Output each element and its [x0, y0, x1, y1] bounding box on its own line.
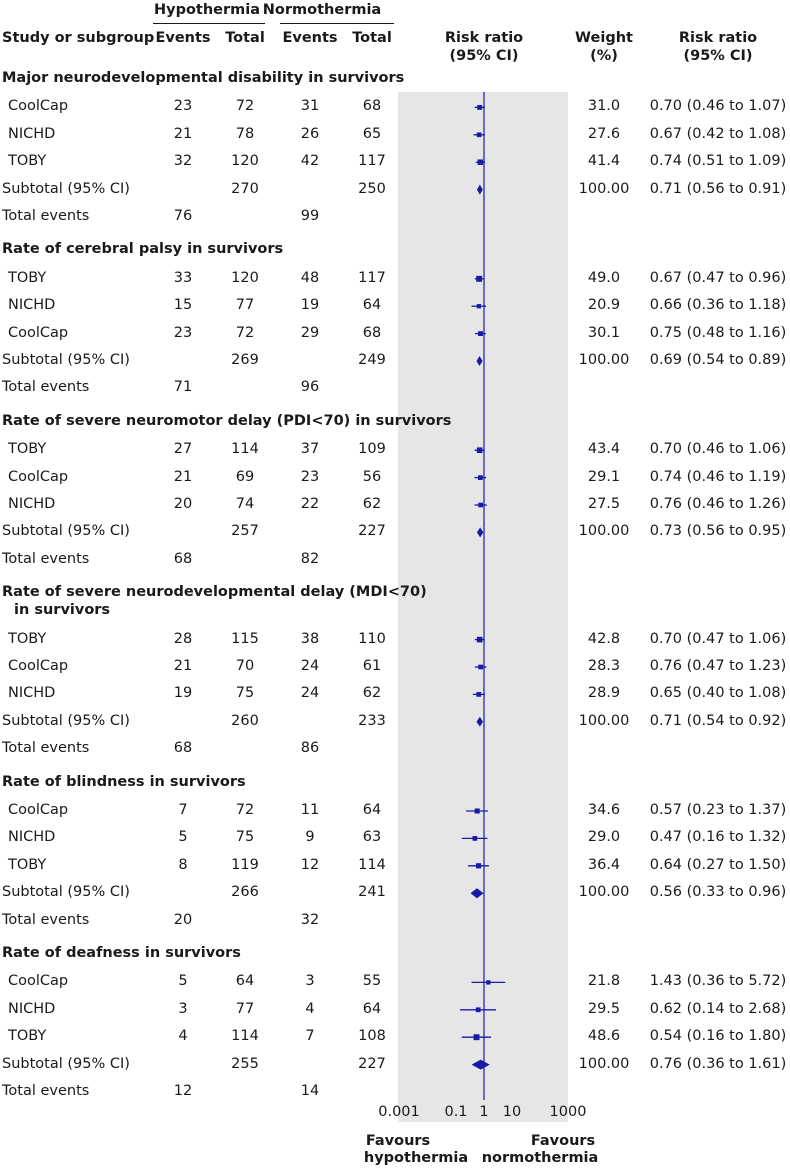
total-normothermia: 117: [358, 269, 386, 286]
total-hypothermia: 74: [235, 496, 255, 512]
subtotal-risk-ratio: 0.71 (0.54 to 0.92): [649, 712, 787, 729]
total-hypothermia: 64: [235, 973, 255, 990]
subtotal-diamond: [472, 1060, 490, 1070]
subtotal-diamond: [477, 527, 483, 537]
study-name: TOBY: [8, 630, 47, 647]
subtotal-total-hypothermia: 266: [231, 884, 259, 901]
total-events-label: Total events: [2, 1083, 90, 1099]
events-hypothermia: 4: [178, 1028, 188, 1045]
point-estimate-square: [486, 980, 490, 984]
subtotal-total-normothermia: 233: [358, 712, 386, 729]
subtotal-total-normothermia: 249: [358, 352, 386, 368]
events-normothermia: 9: [305, 829, 315, 846]
study-name: NICHD: [8, 297, 56, 314]
total-normothermia: 62: [362, 496, 382, 512]
total-normothermia: 63: [362, 829, 382, 846]
section-title: Rate of blindness in survivors: [2, 773, 246, 790]
study-risk-ratio: 0.57 (0.23 to 1.37): [649, 802, 787, 818]
events-hypothermia: 19: [173, 685, 193, 702]
events-normothermia: 42: [300, 153, 320, 170]
rr-plot-header-line1: Risk ratio: [444, 30, 524, 46]
rr-text-header-line2: (95% CI): [683, 48, 753, 64]
total-hypothermia: 69: [235, 468, 255, 485]
total-normothermia: 108: [358, 1028, 386, 1045]
events-hypothermia: 21: [173, 468, 193, 485]
study-name: CoolCap: [8, 802, 69, 818]
subtotal-total-normothermia: 250: [358, 180, 386, 197]
study-weight: 41.4: [587, 153, 621, 170]
subtotal-total-normothermia: 241: [358, 884, 386, 901]
section-title: Rate of severe neuromotor delay (PDI<70) in survivors: [2, 412, 452, 429]
point-estimate-square: [478, 475, 483, 480]
study-name: TOBY: [8, 153, 47, 170]
total1-column-header: Total: [225, 30, 265, 46]
events-hypothermia: 3: [178, 1000, 188, 1017]
study-name: CoolCap: [8, 658, 69, 674]
study-risk-ratio: 0.67 (0.42 to 1.08): [649, 125, 787, 142]
subtotal-label: Subtotal (95% CI): [2, 712, 130, 729]
subtotal-total-normothermia: 227: [358, 523, 386, 540]
events-hypothermia: 23: [173, 98, 193, 115]
rr-plot-header-line2: (95% CI): [449, 48, 519, 64]
total-events-normothermia: 82: [300, 550, 320, 567]
total-normothermia: 117: [358, 153, 386, 170]
total-events-label: Total events: [2, 379, 90, 396]
total-events-hypothermia: 12: [173, 1083, 193, 1099]
total-hypothermia: 120: [231, 269, 259, 286]
x-tick-label: 1000: [549, 1104, 587, 1120]
total-events-hypothermia: 68: [173, 550, 193, 567]
point-estimate-square: [478, 331, 483, 336]
weight-header-line1: Weight: [575, 30, 633, 46]
total-normothermia: 56: [362, 468, 382, 485]
total-events-hypothermia: 20: [173, 911, 193, 928]
subtotal-total-hypothermia: 260: [231, 712, 259, 729]
study-weight: 29.5: [587, 1000, 621, 1017]
study-weight: 20.9: [587, 297, 621, 314]
events-hypothermia: 32: [173, 153, 193, 170]
study-weight: 36.4: [587, 856, 621, 873]
events-normothermia: 37: [300, 441, 320, 458]
study-name: TOBY: [8, 1028, 47, 1045]
point-estimate-square: [477, 304, 481, 308]
point-estimate-square: [478, 503, 483, 508]
events-hypothermia: 8: [178, 856, 188, 873]
total-hypothermia: 75: [235, 829, 255, 846]
events-normothermia: 48: [300, 269, 320, 286]
subtotal-total-hypothermia: 257: [231, 523, 259, 540]
study-name: CoolCap: [8, 973, 69, 990]
events-hypothermia: 21: [173, 125, 193, 142]
total-hypothermia: 77: [235, 1000, 255, 1017]
study-weight: 21.8: [587, 973, 621, 990]
total-events-label: Total events: [2, 740, 90, 757]
study-weight: 28.9: [587, 685, 621, 702]
study-name: NICHD: [8, 685, 56, 702]
study-name: TOBY: [8, 856, 47, 873]
study-name: CoolCap: [8, 468, 69, 485]
study-weight: 31.0: [587, 98, 621, 115]
events-normothermia: 4: [305, 1000, 315, 1017]
study-risk-ratio: 0.70 (0.46 to 1.07): [649, 98, 787, 115]
section-title: Rate of deafness in survivors: [2, 945, 241, 961]
subtotal-diamond: [477, 717, 483, 727]
rr-text-header-line1: Risk ratio: [678, 30, 758, 46]
total-normothermia: 110: [358, 630, 386, 647]
events-normothermia: 31: [300, 98, 320, 115]
point-estimate-square: [477, 447, 483, 453]
study-risk-ratio: 1.43 (0.36 to 5.72): [649, 973, 787, 990]
study-risk-ratio: 0.74 (0.46 to 1.19): [649, 468, 787, 485]
study-risk-ratio: 0.54 (0.16 to 1.80): [649, 1028, 787, 1045]
study-name: NICHD: [8, 496, 56, 512]
study-weight: 29.0: [587, 829, 621, 846]
events-normothermia: 26: [300, 125, 320, 142]
x-tick-label: 1: [479, 1104, 489, 1120]
study-weight: 27.6: [587, 125, 621, 142]
study-risk-ratio: 0.70 (0.46 to 1.06): [649, 441, 787, 458]
study-name: TOBY: [8, 441, 47, 458]
events-hypothermia: 27: [173, 441, 193, 458]
point-estimate-square: [475, 808, 480, 813]
subtotal-total-hypothermia: 270: [231, 180, 259, 197]
total-hypothermia: 120: [231, 153, 259, 170]
point-estimate-square: [476, 863, 481, 868]
subtotal-risk-ratio: 0.69 (0.54 to 0.89): [649, 352, 787, 368]
subtotal-risk-ratio: 0.73 (0.56 to 0.95): [649, 523, 787, 540]
study-name: NICHD: [8, 829, 56, 846]
subtotal-weight: 100.00: [578, 352, 630, 368]
events-hypothermia: 15: [173, 297, 193, 314]
study-name: NICHD: [8, 125, 56, 142]
subtotal-risk-ratio: 0.56 (0.33 to 0.96): [649, 884, 787, 901]
favours-hypothermia-line2: hypothermia: [363, 1150, 469, 1166]
events-hypothermia: 7: [178, 802, 188, 818]
section-title: Rate of cerebral palsy in survivors: [2, 241, 284, 258]
total-normothermia: 55: [362, 973, 382, 990]
favours-normothermia-line1: Favours: [530, 1133, 596, 1149]
subtotal-diamond: [477, 356, 483, 366]
total-hypothermia: 78: [235, 125, 255, 142]
events-normothermia: 23: [300, 468, 320, 485]
total-hypothermia: 72: [235, 98, 255, 115]
study-name: TOBY: [8, 269, 47, 286]
study-name: NICHD: [8, 1000, 56, 1017]
total2-column-header: Total: [352, 30, 392, 46]
section-title-continued: in survivors: [14, 602, 111, 619]
x-tick-label: 0.1: [444, 1104, 468, 1120]
total-events-normothermia: 86: [300, 740, 320, 757]
events-hypothermia: 20: [173, 496, 193, 512]
study-risk-ratio: 0.62 (0.14 to 2.68): [649, 1000, 787, 1017]
x-tick-label: 10: [502, 1104, 522, 1120]
events-hypothermia: 28: [173, 630, 193, 647]
total-events-hypothermia: 71: [173, 379, 193, 396]
subtotal-risk-ratio: 0.71 (0.56 to 0.91): [649, 180, 787, 197]
subtotal-diamond: [477, 185, 483, 195]
study-risk-ratio: 0.76 (0.47 to 1.23): [649, 658, 787, 674]
total-hypothermia: 75: [235, 685, 255, 702]
subtotal-total-hypothermia: 255: [231, 1055, 259, 1072]
study-risk-ratio: 0.75 (0.48 to 1.16): [649, 324, 787, 341]
total-hypothermia: 72: [235, 324, 255, 341]
group-normothermia-header: Normothermia: [262, 2, 382, 18]
subtotal-total-hypothermia: 269: [231, 352, 259, 368]
study-risk-ratio: 0.65 (0.40 to 1.08): [649, 685, 787, 702]
study-weight: 30.1: [587, 324, 621, 341]
events-hypothermia: 5: [178, 829, 188, 846]
study-weight: 29.1: [587, 468, 621, 485]
total-events-normothermia: 14: [300, 1083, 320, 1099]
events2-column-header: Events: [282, 30, 338, 46]
total-hypothermia: 114: [231, 441, 259, 458]
total-events-hypothermia: 76: [173, 208, 193, 224]
subtotal-diamond: [471, 888, 484, 898]
point-estimate-square: [477, 105, 482, 110]
study-risk-ratio: 0.66 (0.36 to 1.18): [649, 297, 787, 314]
total-hypothermia: 119: [231, 856, 259, 873]
study-name: CoolCap: [8, 98, 69, 115]
study-weight: 27.5: [587, 496, 621, 512]
study-risk-ratio: 0.70 (0.47 to 1.06): [649, 630, 787, 647]
point-estimate-square: [477, 637, 483, 643]
total-events-normothermia: 99: [300, 208, 320, 224]
study-risk-ratio: 0.67 (0.47 to 0.96): [649, 269, 787, 286]
total-normothermia: 109: [358, 441, 386, 458]
subtotal-weight: 100.00: [578, 1055, 630, 1072]
events-normothermia: 38: [300, 630, 320, 647]
subtotal-weight: 100.00: [578, 523, 630, 540]
total-normothermia: 65: [362, 125, 382, 142]
subtotal-risk-ratio: 0.76 (0.36 to 1.61): [649, 1055, 787, 1072]
subtotal-label: Subtotal (95% CI): [2, 523, 130, 540]
events-normothermia: 24: [300, 685, 320, 702]
study-name: CoolCap: [8, 324, 69, 341]
study-weight: 49.0: [587, 269, 621, 286]
total-normothermia: 62: [362, 685, 382, 702]
events-hypothermia: 5: [178, 973, 188, 990]
subtotal-weight: 100.00: [578, 884, 630, 901]
point-estimate-square: [476, 1007, 481, 1012]
study-risk-ratio: 0.76 (0.46 to 1.26): [649, 496, 787, 512]
events-normothermia: 19: [300, 297, 320, 314]
favours-normothermia-line2: normothermia: [481, 1150, 599, 1166]
events-hypothermia: 21: [173, 658, 193, 674]
study-weight: 34.6: [587, 802, 621, 818]
section-title: Rate of severe neurodevelopmental delay (MDI<70): [2, 584, 427, 601]
events-hypothermia: 23: [173, 324, 193, 341]
total-hypothermia: 70: [235, 658, 255, 674]
total-normothermia: 114: [358, 856, 386, 873]
total-normothermia: 64: [362, 802, 382, 818]
subtotal-weight: 100.00: [578, 712, 630, 729]
subtotal-label: Subtotal (95% CI): [2, 352, 130, 368]
total-events-label: Total events: [2, 911, 90, 928]
total-events-normothermia: 32: [300, 911, 320, 928]
study-weight: 28.3: [587, 658, 621, 674]
point-estimate-square: [477, 132, 482, 137]
total-normothermia: 68: [362, 324, 382, 341]
study-weight: 42.8: [587, 630, 621, 647]
point-estimate-square: [478, 159, 483, 164]
total-normothermia: 68: [362, 98, 382, 115]
events-normothermia: 29: [300, 324, 320, 341]
study-weight: 48.6: [587, 1028, 621, 1045]
subtotal-label: Subtotal (95% CI): [2, 1055, 130, 1072]
events-normothermia: 3: [305, 973, 315, 990]
favours-hypothermia-line1: Favours: [365, 1133, 431, 1149]
events-normothermia: 24: [300, 658, 320, 674]
subtotal-label: Subtotal (95% CI): [2, 180, 130, 197]
subtotal-weight: 100.00: [578, 180, 630, 197]
total-events-normothermia: 96: [300, 379, 320, 396]
subtotal-label: Subtotal (95% CI): [2, 884, 130, 901]
study-column-header: Study or subgroup: [2, 30, 155, 46]
weight-header-line2: (%): [590, 48, 618, 64]
total-events-label: Total events: [2, 550, 90, 567]
total-normothermia: 61: [362, 658, 382, 674]
point-estimate-square: [476, 692, 481, 697]
events-normothermia: 12: [300, 856, 320, 873]
x-tick-label: 0.001: [378, 1104, 420, 1120]
events-normothermia: 11: [300, 802, 320, 818]
study-weight: 43.4: [587, 441, 621, 458]
total-hypothermia: 72: [235, 802, 255, 818]
point-estimate-square: [472, 836, 477, 841]
section-title: Major neurodevelopmental disability in survivors: [2, 70, 405, 86]
total-normothermia: 64: [362, 1000, 382, 1017]
total-hypothermia: 77: [235, 297, 255, 314]
study-risk-ratio: 0.74 (0.51 to 1.09): [649, 153, 787, 170]
total-hypothermia: 114: [231, 1028, 259, 1045]
events-hypothermia: 33: [173, 269, 193, 286]
total-hypothermia: 115: [231, 630, 259, 647]
point-estimate-square: [474, 1034, 480, 1040]
point-estimate-square: [476, 276, 482, 282]
events-normothermia: 7: [305, 1028, 315, 1045]
subtotal-total-normothermia: 227: [358, 1055, 386, 1072]
group-hypothermia-header: Hypothermia: [153, 2, 261, 18]
study-risk-ratio: 0.64 (0.27 to 1.50): [649, 856, 787, 873]
study-risk-ratio: 0.47 (0.16 to 1.32): [649, 829, 787, 846]
total-events-hypothermia: 68: [173, 740, 193, 757]
events1-column-header: Events: [155, 30, 211, 46]
events-normothermia: 22: [300, 496, 320, 512]
point-estimate-square: [478, 665, 483, 670]
total-normothermia: 64: [362, 297, 382, 314]
total-events-label: Total events: [2, 208, 90, 224]
